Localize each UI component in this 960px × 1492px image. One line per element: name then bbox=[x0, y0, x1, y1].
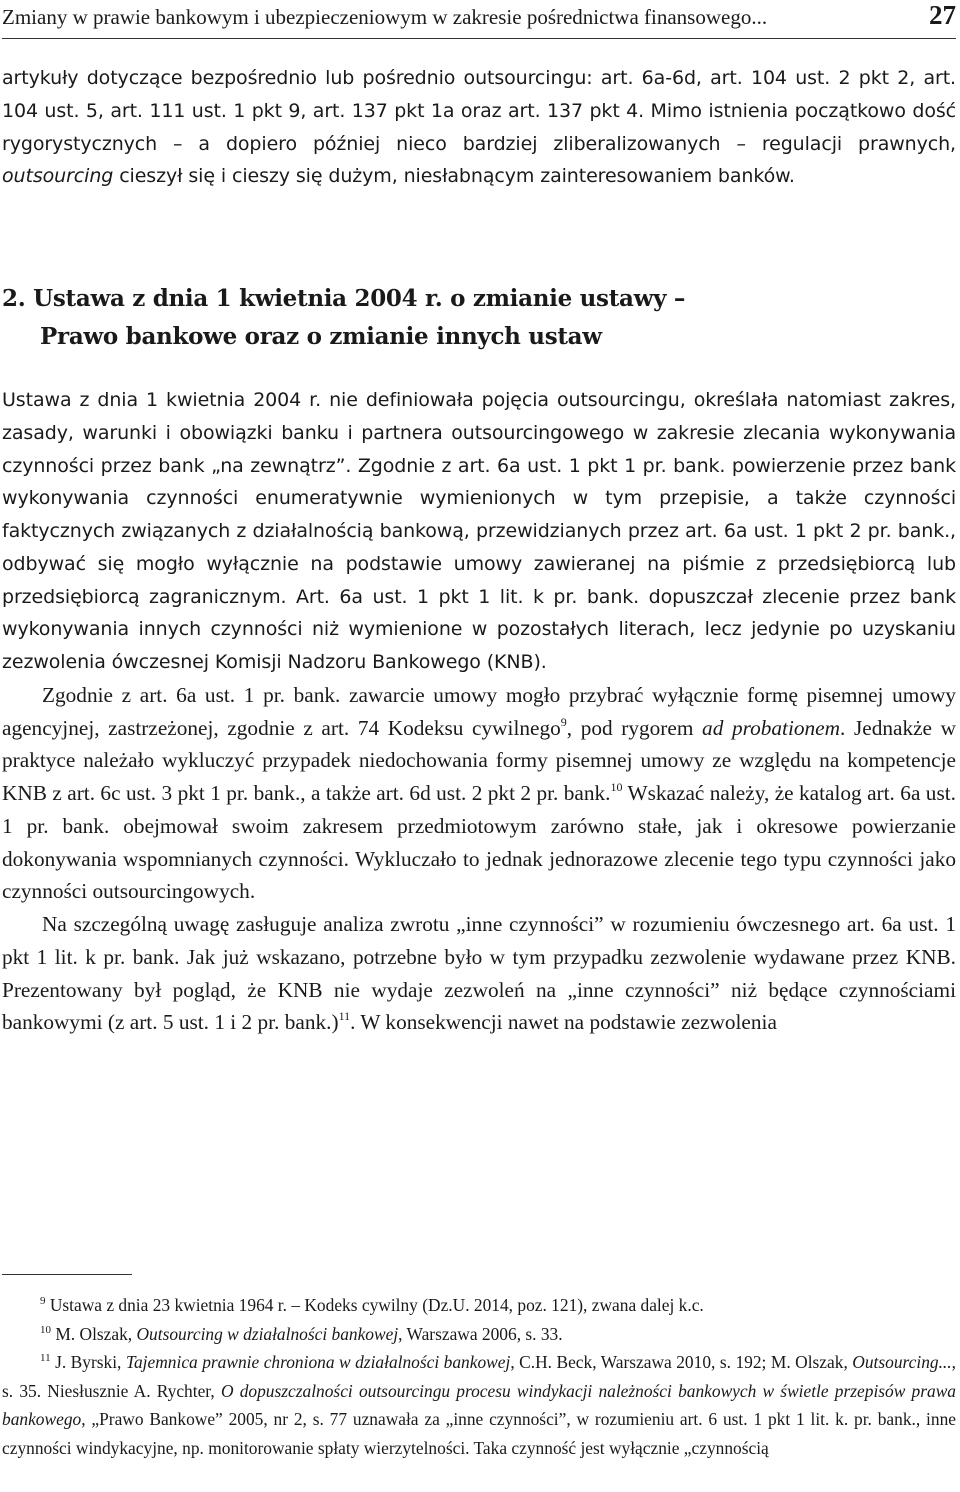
running-header bbox=[2, 2, 956, 32]
paragraph-2-italic: ad probationem bbox=[702, 715, 841, 740]
intro-line: artykuły dotyczące bezpośrednio lub pośrednio outsourcingu: art. 6a-6d, art. 104 ust. 2 pkt 2, art. 104 ust. 5, art. 111 ust. 1 pkt 9, art. 137 pkt 1a oraz art. 137 pkt 4. bbox=[2, 67, 956, 122]
footnote-italic: Tajemnica prawnie chroniona w działalności bankowej bbox=[125, 1352, 511, 1372]
section-heading bbox=[2, 280, 956, 356]
paragraph-3-text: . W konsekwencji nawet na podstawie zezwolenia bbox=[350, 1010, 777, 1035]
running-title: Zmiany w prawie bankowym i ubezpieczeniowym w zakresie pośrednictwa finansowego... bbox=[2, 5, 768, 29]
footnote-text: Ustawa z dnia 23 kwietnia 1964 r. – Kodeks cywilny (Dz.U. 2014, poz. 121), zwana dalej k.c. bbox=[45, 1295, 704, 1315]
footnote-text: M. Olszak, bbox=[51, 1323, 137, 1344]
paragraph-2-text: . Jednakże w praktyce należało wykluczyć przypadek niedochowania formy pisemnej umowy ze względu na kompetencje KNB z art. 6c ust. 3 pkt 1 pr. bank., a także art. 6d ust. 2 pkt 2 pr. bank. bbox=[2, 715, 956, 805]
footnotes bbox=[2, 1291, 956, 1462]
intro-italic-term: outsourcing bbox=[2, 165, 114, 188]
footnote-italic: O dopuszczalności outsourcingu procesu windykacji należności bankowych w świetle przepisów prawa bankowego bbox=[2, 1380, 956, 1429]
footnote-10 bbox=[2, 1320, 956, 1349]
footnote-text: , s. 35. Niesłusznie A. Rychter, bbox=[2, 1352, 956, 1401]
footnote-ref-9[interactable]: 9 bbox=[560, 714, 567, 729]
intro-sentence: Mimo istnienia początkowo dość rygorystycznych – a dopiero później nieco bardziej zliberalizowanych – regulacji prawnych, bbox=[2, 99, 956, 155]
paragraph-2-text: , pod rygorem bbox=[566, 715, 694, 740]
paragraph-2-text: Zgodnie z art. 6a ust. 1 pr. bank. zawarcie umowy mogło przybrać wyłącznie formę pisemnej umowy agencyjnej, zastrzeżonej, zgodnie z art. 74 Kodeksu cywilnego bbox=[2, 682, 956, 740]
footnote-number: 11 bbox=[40, 1352, 51, 1364]
footnote-italic: Outsourcing... bbox=[852, 1352, 952, 1372]
paragraph-2-text: Wskazać należy, że katalog art. 6a ust. 1 pr. bank. obejmował swoim zakresem przedmiotowym zarówno stałe, jak i okresowe powierzanie dokonywania wspomnianych czynności. Wykluczało to jednak jednorazowe zlecenie tego typu czynności jako czynności outsourcingowych. bbox=[2, 781, 956, 904]
paragraph-1: Ustawa z dnia 1 kwietnia 2004 r. nie definiowała pojęcia outsourcingu, określała natomiast zakres, zasady, warunki i obowiązki banku i partnera outsourcingowego w zakresie zlecania wykonywania czynności przez bank „na zewnątrz”. Zgodnie z art. 6a ust. 1 pkt 1 pr. bank. powierzenie przez bank wykonywania czynności enumeratywnie wymienionych w tym przepisie, a także czynności faktycznych związanych z działalnością bankową, przewidzianych przez art. 6a ust. 1 pkt 2 pr. bank., odbywać się mogło wyłącznie na podstawie umowy zawieranej na piśmie z przedsiębiorcą lub przedsiębiorcą zagranicznym. Art. 6a ust. 1 pkt 1 lit. k pr. bank. dopuszczał zlecenie przez bank wykonywania innych czynności niż wymienione w pozostałych literach, lecz jedynie po uzyskaniu zezwolenia ówczesnej Komisji Nadzoru Bankowego (KNB). bbox=[2, 389, 956, 673]
paragraph-2 bbox=[2, 679, 956, 908]
paragraph-3 bbox=[2, 908, 956, 1039]
footnote-text: , „Prawo Bankowe” 2005, nr 2, s. 77 uznawała za „inne czynności”, w rozumieniu art. 6 ust. 1 pkt 1 lit. k. pr. bank., inne czynności windykacyjne, np. monitorowanie spłaty wierzytelności. Taka czynność jest wyłącznie „czynnością bbox=[2, 1409, 956, 1458]
page-number: 27 bbox=[929, 0, 956, 30]
footnote-number: 10 bbox=[40, 1323, 51, 1336]
footnote-divider bbox=[2, 1274, 132, 1275]
footnote-italic: Outsourcing w działalności bankowej bbox=[136, 1323, 399, 1344]
footnote-9 bbox=[2, 1291, 956, 1320]
footnote-ref-11[interactable]: 11 bbox=[338, 1009, 351, 1024]
paragraph-3-text: Na szczególną uwagę zasługuje analiza zwrotu „inne czynności” w rozumieniu ówczesnego art. 6a ust. 1 pkt 1 lit. k pr. bank. Jak już wskazano, potrzebne było w tym przypadku zezwolenie wydawane przez KNB. Prezentowany był pogląd, że KNB nie wydaje zezwoleń na „inne czynności” niż będące czynnościami bankowymi (z art. 5 ust. 1 i 2 pr. bank.) bbox=[2, 912, 956, 1035]
section-body bbox=[2, 384, 956, 1039]
footnote-11 bbox=[2, 1348, 956, 1462]
header-divider bbox=[2, 38, 956, 39]
footnote-number: 9 bbox=[40, 1295, 46, 1307]
section-heading-line2: Prawo bankowe oraz o zmianie innych ustaw bbox=[40, 323, 602, 350]
footnote-text: J. Byrski, bbox=[50, 1352, 126, 1372]
footnote-text: , Warszawa 2006, s. 33. bbox=[398, 1323, 563, 1344]
intro-text bbox=[2, 62, 956, 193]
footnote-ref-10[interactable]: 10 bbox=[610, 780, 623, 794]
intro-sentence-end: cieszył się i cieszy się dużym, niesłabnącym zainteresowaniem banków. bbox=[119, 165, 795, 188]
footnote-text: , C.H. Beck, Warszawa 2010, s. 192; M. Olszak, bbox=[510, 1352, 853, 1372]
section-heading-line1: 2. Ustawa z dnia 1 kwietnia 2004 r. o zmianie ustawy – bbox=[2, 285, 686, 312]
intro-paragraph bbox=[2, 62, 956, 193]
